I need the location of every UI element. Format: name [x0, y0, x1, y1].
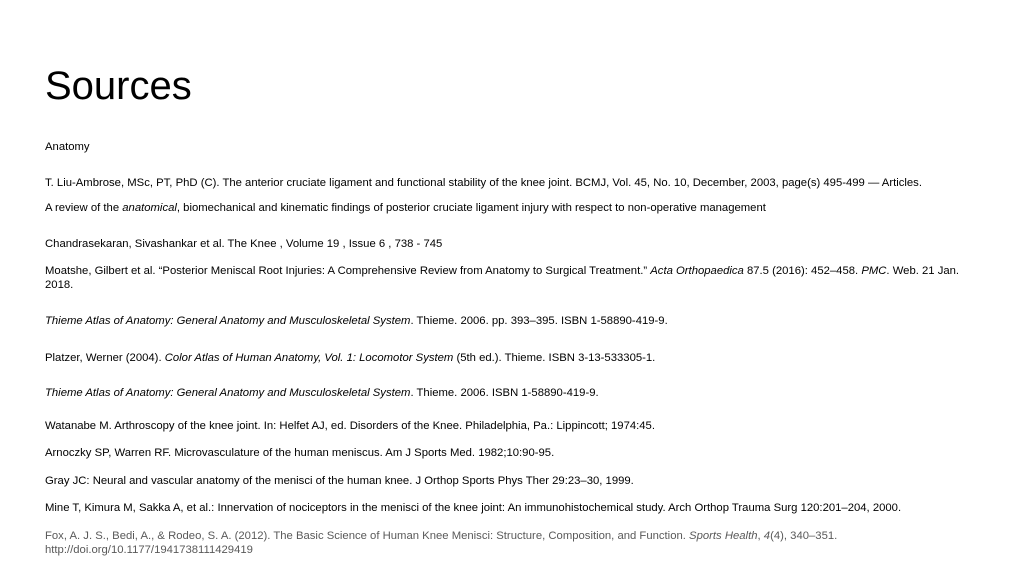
- reference-text: A review of the: [45, 202, 123, 214]
- doi-link[interactable]: http://doi.org/10.1177/1941738111429419: [45, 544, 253, 556]
- journal-title: Acta Orthopaedica: [650, 265, 744, 277]
- reference-text: Platzer, Werner (2004).: [45, 352, 165, 364]
- reference-item: [45, 351, 985, 365]
- reference-text: . Thieme. 2006. ISBN 1-58890-419-9.: [410, 387, 599, 399]
- reference-item: Arnoczky SP, Warren RF. Microvasculature of the human meniscus. Am J Sports Med. 1982;10:90-95.: [45, 447, 555, 459]
- reference-italic-text: anatomical: [122, 202, 177, 214]
- book-title: Thieme Atlas of Anatomy: General Anatomy and Musculoskeletal System: [45, 315, 411, 327]
- reference-item: [45, 529, 985, 557]
- reference-text: . Thieme. 2006. pp. 393–395. ISBN 1-58890-419-9.: [410, 315, 668, 327]
- reference-item: [45, 386, 985, 400]
- section-label: Anatomy: [45, 141, 90, 153]
- reference-italic-text: PMC: [861, 265, 887, 277]
- reference-item: Gray JC: Neural and vascular anatomy of the menisci of the human knee. J Orthop Sports Phys Ther 29:23–30, 1999.: [45, 475, 634, 487]
- reference-text: Moatshe, Gilbert et al. “Posterior Meniscal Root Injuries: A Comprehensive Review from Anatomy to Surgical Treatment.”: [45, 265, 651, 277]
- reference-text: (4), 340–351.: [770, 530, 838, 542]
- reference-item: Watanabe M. Arthroscopy of the knee joint. In: Helfet AJ, ed. Disorders of the Knee. Philadelphia, Pa.: Lippincott; 1974:45.: [45, 420, 655, 432]
- reference-item: [45, 201, 985, 215]
- reference-item: Chandrasekaran, Sivashankar et al. The Knee , Volume 19 , Issue 6 , 738 - 745: [45, 238, 443, 250]
- reference-item: [45, 314, 985, 328]
- reference-text: ,: [757, 530, 764, 542]
- reference-item: Mine T, Kimura M, Sakka A, et al.: Innervation of nociceptors in the menisci of the knee joint: An immunohistochemical study. Arch Orthop Trauma Surg 120:201–204, 2000.: [45, 502, 902, 514]
- reference-text: (5th ed.). Thieme. ISBN 3-13-533305-1.: [453, 352, 656, 364]
- reference-text: , biomechanical and kinematic findings of posterior cruciate ligament injury with respect to non-operative management: [176, 202, 766, 214]
- book-title: Color Atlas of Human Anatomy, Vol. 1: Locomotor System: [164, 352, 454, 364]
- page-title: Sources: [45, 64, 192, 108]
- book-title: Thieme Atlas of Anatomy: General Anatomy and Musculoskeletal System: [45, 387, 411, 399]
- reference-text: Fox, A. J. S., Bedi, A., & Rodeo, S. A. (2012). The Basic Science of Human Knee Menisci: Structure, Composition, and Function.: [45, 530, 690, 542]
- reference-item: [45, 264, 985, 292]
- volume-number: 4: [763, 530, 771, 542]
- journal-title: Sports Health: [689, 530, 758, 542]
- reference-text: . Web. 21 Jan. 2018.: [45, 265, 960, 291]
- reference-item: T. Liu-Ambrose, MSc, PT, PhD (C). The anterior cruciate ligament and functional stability of the knee joint. BCMJ, Vol. 45, No. 10, December, 2003, page(s) 495-499 — Articles.: [45, 177, 922, 189]
- reference-text: 87.5 (2016): 452–458.: [743, 265, 862, 277]
